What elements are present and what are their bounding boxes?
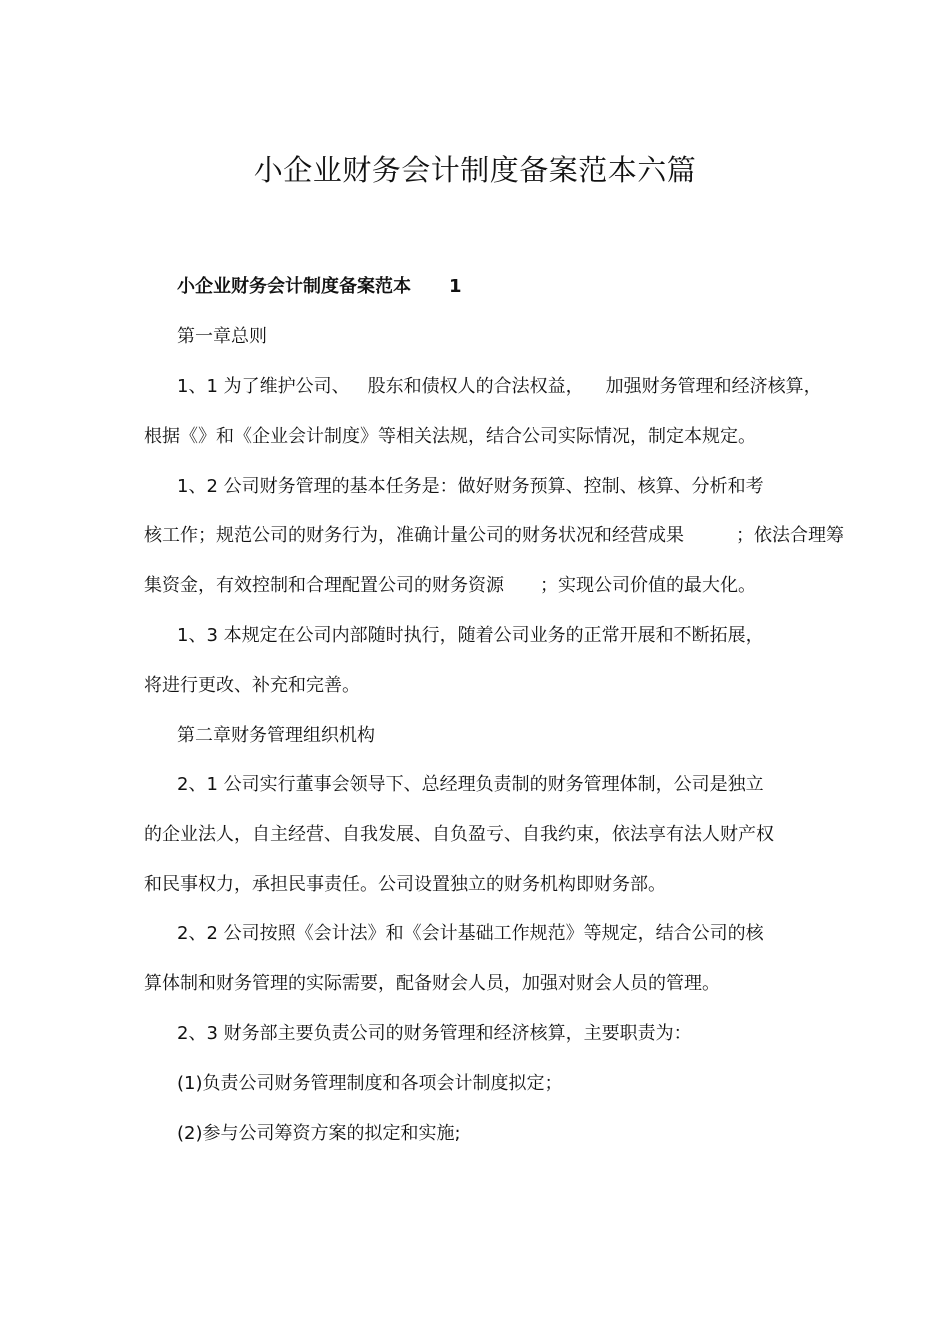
text-segment: 1、1 为了维护公司、 (177, 376, 350, 397)
paragraph-line (177, 375, 822, 399)
document-title: 小企业财务会计制度备案范本六篇 (253, 153, 697, 187)
text-segment: 加强财务管理和经济核算， (605, 376, 822, 397)
section-number: 1 (449, 276, 462, 297)
paragraph-line: 和民事权力，承担民事责任。公司设置独立的财务机构即财务部。 (144, 874, 666, 895)
text-segment: 股东和债权人的合法权益， (367, 376, 584, 397)
section-heading-text: 小企业财务会计制度备案范本 (177, 276, 411, 297)
paragraph-line (144, 574, 756, 598)
paragraph-line: 2、1 公司实行董事会领导下、总经理负责制的财务管理体制，公司是独立 (177, 774, 764, 795)
paragraph-line: 将进行更改、补充和完善。 (144, 675, 360, 696)
paragraph-line: 1、2 公司财务管理的基本任务是：做好财务预算、控制、核算、分析和考 (177, 476, 764, 497)
text-segment: 集资金，有效控制和合理配置公司的财务资源 (144, 575, 504, 596)
paragraph-line: 根据《》和《企业会计制度》等相关法规，结合公司实际情况，制定本规定。 (144, 426, 756, 447)
paragraph-line: 算体制和财务管理的实际需要，配备财会人员，加强对财会人员的管理。 (144, 973, 720, 994)
paragraph-line: 1、3 本规定在公司内部随时执行，随着公司业务的正常开展和不断拓展， (177, 625, 764, 646)
section-heading (177, 275, 462, 299)
text-segment: 核工作；规范公司的财务行为，准确计量公司的财务状况和经营成果 (144, 525, 684, 546)
paragraph-line: 的企业法人，自主经营、自我发展、自负盈亏、自我约束，依法享有法人财产权 (144, 824, 774, 845)
list-item: (1)负责公司财务管理制度和各项会计制度拟定； (177, 1073, 563, 1094)
paragraph-line: 2、2 公司按照《会计法》和《会计基础工作规范》等规定，结合公司的核 (177, 923, 764, 944)
text-segment: ；实现公司价值的最大化。 (540, 575, 756, 596)
paragraph-line (144, 524, 844, 548)
chapter-heading: 第二章财务管理组织机构 (177, 725, 375, 746)
paragraph-line: 2、3 财务部主要负责公司的财务管理和经济核算，主要职责为： (177, 1023, 692, 1044)
list-item: (2)参与公司筹资方案的拟定和实施; (177, 1123, 461, 1144)
text-segment: ；依法合理筹 (736, 525, 844, 546)
chapter-heading: 第一章总则 (177, 326, 267, 347)
